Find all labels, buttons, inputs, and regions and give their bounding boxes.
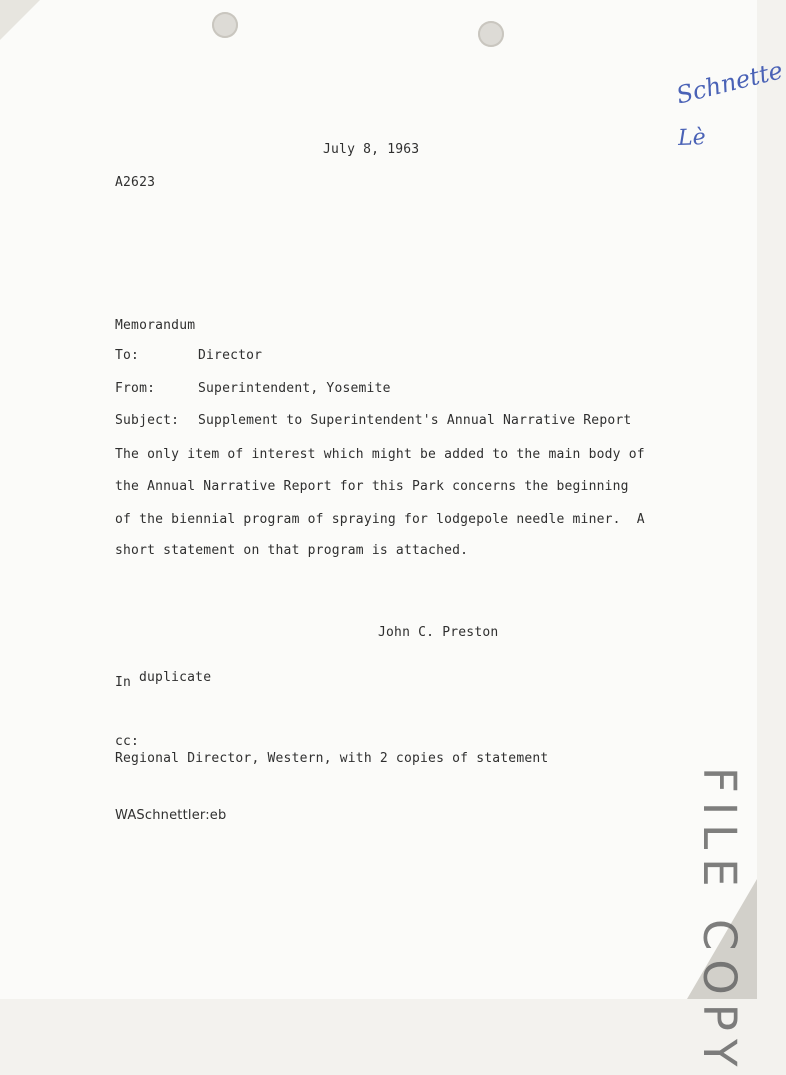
duplicate-word: duplicate [139,670,212,685]
cc-line: Regional Director, Western, with 2 copies of statement [115,751,549,766]
memo-type: Memorandum [115,318,196,333]
body-line-4: short statement on that program is attached. [115,543,469,558]
body-line-3: of the biennial program of spraying for lodgepole needle miner. A [115,512,645,527]
signature-name: John C. Preston [378,625,499,640]
to-value: Director [198,348,263,363]
memo-date: July 8, 1963 [323,142,420,157]
handwritten-name: Schnette [673,56,786,110]
to-label: To: [115,348,140,363]
from-label: From: [115,381,156,396]
duplicate-prefix: In [115,675,132,690]
body-line-1: The only item of interest which might be added to the main body of [115,447,645,462]
file-code: A2623 [115,175,156,190]
file-copy-stamp: FILE COPY [693,767,746,1075]
typist-initials: WASchnettler:eb [115,808,227,823]
handwritten-note: Lè [677,125,707,151]
cc-label: cc: [115,734,140,749]
subject-label: Subject: [115,413,180,428]
from-value: Superintendent, Yosemite [198,381,391,396]
punch-hole-left [212,12,238,38]
subject-value: Supplement to Superintendent's Annual Narrative Report [198,413,632,428]
top-left-corner-fold [0,0,40,40]
body-line-2: the Annual Narrative Report for this Park concerns the beginning [115,479,629,494]
punch-hole-right [478,21,504,47]
